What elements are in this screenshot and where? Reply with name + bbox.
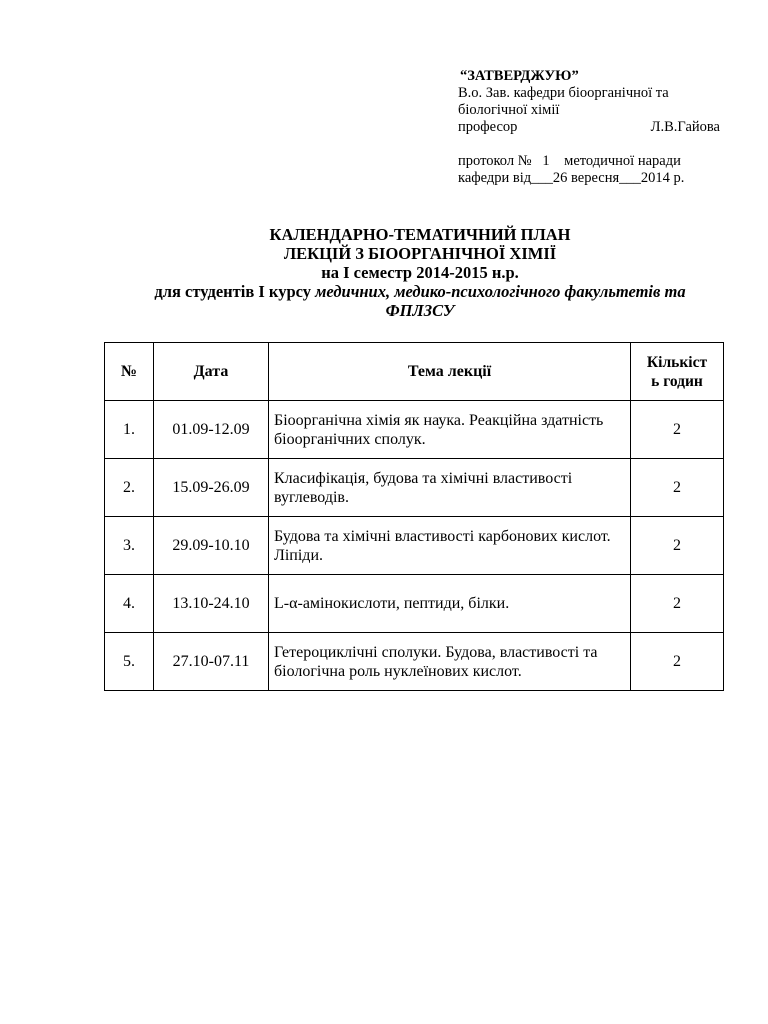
approval-line-1: В.о. Зав. кафедри біоорганічної та [458,85,669,101]
row-topic-line-1: Біоорганічна хімія як наука. Реакційна здатність [274,411,604,429]
row-topic-line-2: біоорганічних сполук. [274,430,426,448]
row-topic-line-1: L-α-амінокислоти, пептиди, білки. [274,595,510,612]
approval-block [458,68,758,187]
heading-audience-faculties: медичних, медико-психологічного факультетів та [315,282,686,301]
row-topic-line-1: Будова та хімічні властивості карбонових кислот. [274,527,611,545]
heading-line-4 [100,282,740,301]
document-heading [100,225,740,320]
row-topic [269,575,631,633]
header-number: № [105,343,154,401]
approval-spacer [458,136,758,153]
row-date: 15.09-26.09 [154,459,269,517]
table-row [105,633,724,691]
row-topic-line-2: біологічна роль нуклеїнових кислот. [274,662,522,680]
row-topic-line-1: Гетероциклічні сполуки. Будова, властивості та [274,643,598,661]
row-topic-line-2: вуглеводів. [274,488,349,506]
header-hours [631,343,724,401]
approval-position: професор [458,119,518,135]
row-topic-line-2: Ліпіди. [274,546,324,564]
header-date: Дата [154,343,269,401]
header-hours-line-2: ь годин [651,372,703,390]
row-number: 1. [105,401,154,459]
row-hours: 2 [631,401,724,459]
row-topic-line-1: Класифікація, будова та хімічні властивості [274,469,573,487]
row-topic [269,459,631,517]
approval-line-2: біологічної хімії [458,102,560,118]
heading-line-3: на І семестр 2014-2015 н.р. [321,263,519,282]
row-topic [269,517,631,575]
header-topic: Тема лекції [269,343,631,401]
table-row [105,401,724,459]
row-date: 29.09-10.10 [154,517,269,575]
heading-line-1: КАЛЕНДАРНО-ТЕМАТИЧНИЙ ПЛАН [269,225,571,244]
row-date: 01.09-12.09 [154,401,269,459]
protocol-line-1: протокол № 1 методичної наради [458,153,681,169]
row-hours: 2 [631,517,724,575]
row-hours: 2 [631,633,724,691]
table-row [105,575,724,633]
row-number: 5. [105,633,154,691]
approval-title: “ЗАТВЕРДЖУЮ” [460,68,579,84]
table-row [105,517,724,575]
row-number: 4. [105,575,154,633]
heading-audience-prefix: для студентів І курсу [154,282,316,301]
row-date: 27.10-07.11 [154,633,269,691]
row-date: 13.10-24.10 [154,575,269,633]
approval-signature-line [458,119,720,136]
heading-line-2: ЛЕКЦІЙ З БІООРГАНІЧНОЇ ХІМІЇ [283,244,557,263]
row-hours: 2 [631,459,724,517]
lecture-plan-table [104,342,724,691]
heading-line-5: ФПЛЗСУ [385,301,455,320]
table-row [105,459,724,517]
header-hours-line-1: Кількіст [646,353,708,371]
row-hours: 2 [631,575,724,633]
approval-name: Л.В.Гайова [650,119,720,135]
row-topic [269,633,631,691]
row-number: 3. [105,517,154,575]
row-topic [269,401,631,459]
table-header-row [105,343,724,401]
row-number: 2. [105,459,154,517]
protocol-line-2: кафедри від___26 вересня___2014 р. [458,170,685,186]
